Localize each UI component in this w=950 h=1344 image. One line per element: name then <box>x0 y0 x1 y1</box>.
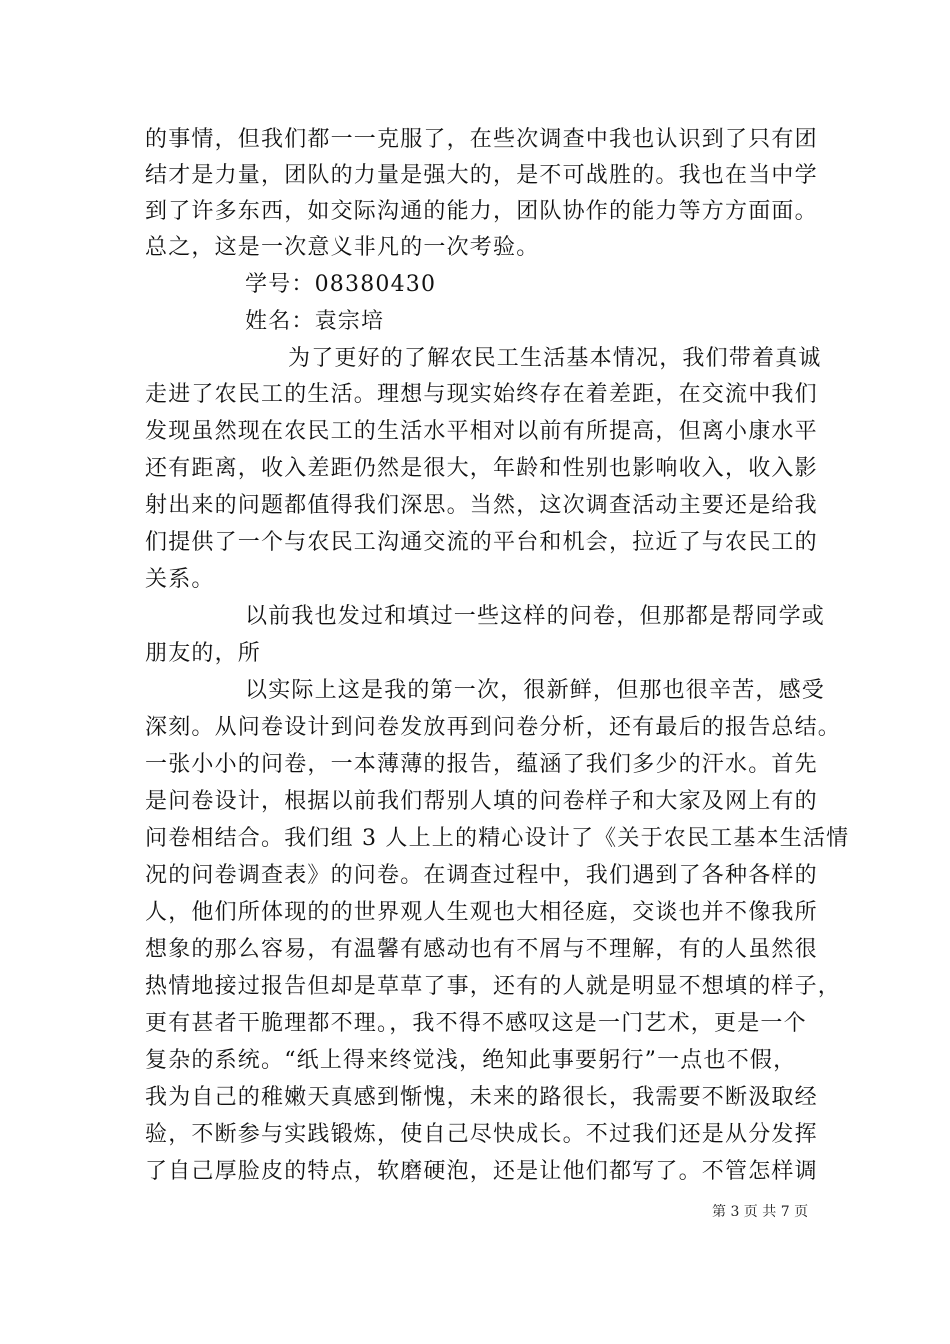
text-line: 总之，这是一次意义非凡的一次考验。 <box>145 235 540 260</box>
text-line: 热情地接过报告但却是草草了事，还有的人就是明显不想填的样子， <box>145 974 842 999</box>
text-line: 结才是力量，团队的力量是强大的，是不可战胜的。我也在当中学 <box>145 163 818 188</box>
text-line: 们提供了一个与农民工沟通交流的平台和机会，拉近了与农民工的 <box>145 530 818 555</box>
text-line: 朋友的，所 <box>145 641 262 666</box>
text-line: 复杂的系统。“纸上得来终觉浅，绝知此事要躬行”一点也不假， <box>145 1048 797 1073</box>
text-line: 想象的那么容易，有温馨有感动也有不屑与不理解，有的人虽然很 <box>145 937 818 962</box>
text-line: 问卷相结合。我们组 3 人上上的精心设计了《关于农民工基本生活情 <box>145 826 850 851</box>
paragraph-start-line: 以实际上这是我的第一次，很新鲜，但那也很辛苦，感受 <box>245 678 826 703</box>
student-id-line: 学号：08380430 <box>245 272 437 297</box>
page-number: 第 3 页 共 7 页 <box>712 1204 809 1220</box>
text-line: 走进了农民工的生活。理想与现实始终存在着差距，在交流中我们 <box>145 382 818 407</box>
paragraph-start-line: 为了更好的了解农民工生活基本情况，我们带着真诚 <box>288 346 822 371</box>
text-line: 的事情，但我们都一一克服了，在些次调查中我也认识到了只有团 <box>145 127 818 152</box>
text-line: 关系。 <box>145 567 215 592</box>
text-line: 发现虽然现在农民工的生活水平相对以前有所提高，但离小康水平 <box>145 419 818 444</box>
student-name-line: 姓名：袁宗培 <box>245 309 385 334</box>
text-line: 一张小小的问卷，一本薄薄的报告，蕴涵了我们多少的汗水。首先 <box>145 752 818 777</box>
text-line: 还有距离，收入差距仍然是很大，年龄和性别也影响收入，收入影 <box>145 456 818 481</box>
text-line: 到了许多东西，如交际沟通的能力，团队协作的能力等方方面面。 <box>145 199 818 224</box>
text-line: 我为自己的稚嫩天真感到惭愧，未来的路很长，我需要不断汲取经 <box>145 1085 818 1110</box>
text-line: 验，不断参与实践锻炼，使自己尽快成长。不过我们还是从分发挥 <box>145 1122 818 1147</box>
text-line: 是问卷设计，根据以前我们帮别人填的问卷样子和大家及网上有的 <box>145 789 818 814</box>
text-line: 更有甚者干脆理都不理。，我不得不感叹这是一门艺术，更是一个 <box>145 1011 807 1036</box>
text-line: 射出来的问题都值得我们深思。当然，这次调查活动主要还是给我 <box>145 493 818 518</box>
text-line: 了自己厚脸皮的特点，软磨硬泡，还是让他们都写了。不管怎样调 <box>145 1159 818 1184</box>
text-line: 深刻。从问卷设计到问卷发放再到问卷分析，还有最后的报告总结。 <box>145 715 842 740</box>
paragraph-start-line: 以前我也发过和填过一些这样的问卷，但那都是帮同学或 <box>245 604 826 629</box>
text-line: 人，他们所体现的的世界观人生观也大相径庭，交谈也并不像我所 <box>145 900 818 925</box>
text-line: 况的问卷调查表》的问卷。在调查过程中，我们遇到了各种各样的 <box>145 863 818 888</box>
